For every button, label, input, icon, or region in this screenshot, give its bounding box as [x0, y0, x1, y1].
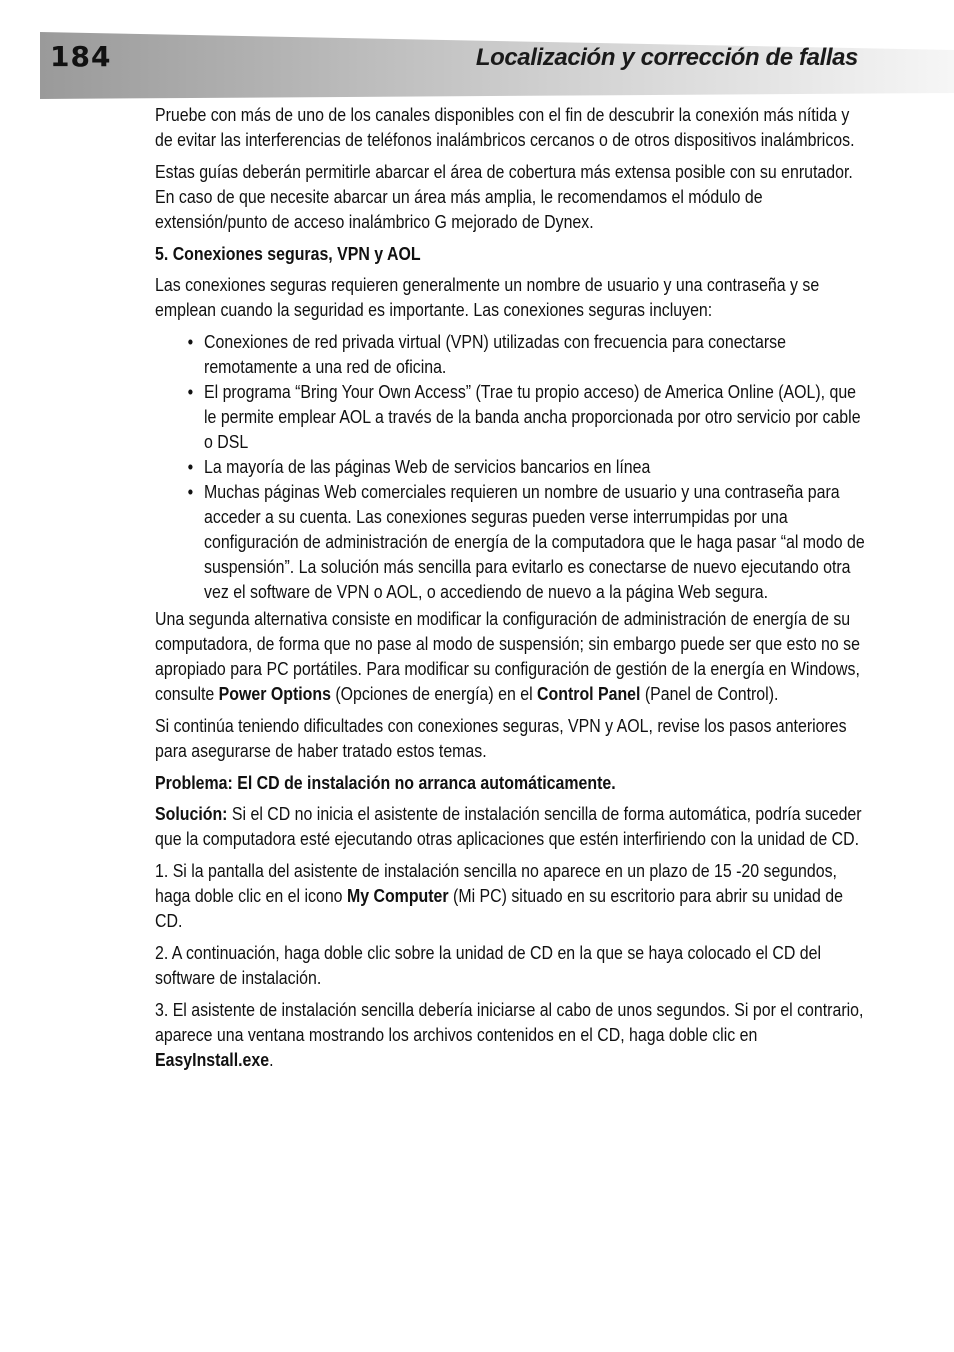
text-run: Si el CD no inicia el asistente de instalación sencilla de forma automática, podría suceder que la computadora esté ejecutando otras aplicaciones que estén interfiriendo con la unidad de CD. — [155, 803, 862, 849]
step-paragraph: 2. A continuación, haga doble clic sobre la unidad de CD en la que se haya colocado el CD del software de instalación. — [155, 942, 822, 988]
paragraph: Pruebe con más de uno de los canales disponibles con el fin de descubrir la conexión más nítida y de evitar las interferencias de teléfonos inalámbricos cercanos o de otros dispositivos inalámbricos. — [155, 104, 855, 150]
list-item — [155, 454, 865, 479]
solution-label: Solución: — [155, 803, 228, 824]
text-run: Una segunda alternativa consiste en modificar la configuración de administración de energía de su computadora, de forma que no pase al modo de suspensión; sin embargo puede ser que esto no se apropiado para PC portátiles. Para modificar su configuración de gestión de la energía en Windows, consulte — [155, 608, 860, 704]
page-number: 184 — [50, 40, 112, 73]
text-run: (Panel de Control). — [640, 683, 779, 704]
text-run: 1. Si la pantalla del asistente de instalación sencilla no aparece en un plazo de 15 -20 segundos, haga doble clic en el icono — [155, 860, 837, 906]
text-run: 3. El asistente de instalación sencilla debería iniciarse al cabo de unos segundos. Si por el contrario, aparece una ventana mostrando los archivos contenidos en el CD, haga doble clic en — [155, 999, 864, 1045]
text-run: . — [269, 1049, 274, 1070]
list-item-text: Conexiones de red privada virtual (VPN) utilizadas con frecuencia para conectarse remotamente a una red de oficina. — [204, 331, 786, 377]
problem-heading: Problema: El CD de instalación no arranca automáticamente. — [155, 772, 616, 793]
running-title: Localización y corrección de fallas — [475, 44, 858, 71]
paragraph — [155, 606, 865, 706]
list-item-text: La mayoría de las páginas Web de servicios bancarios en línea — [204, 456, 651, 477]
bold-term: Control Panel — [537, 683, 641, 704]
bullet-marker: • — [187, 456, 194, 477]
bold-term: My Computer — [346, 885, 449, 906]
bullet-list — [155, 329, 865, 604]
solution-paragraph — [155, 801, 865, 851]
list-item-text: El programa “Bring Your Own Access” (Trae tu propio acceso) de America Online (AOL), que le permite emplear AOL a través de la banda ancha proporcionada por otro servicio por cable o DSL — [204, 381, 861, 452]
step-paragraph — [155, 997, 865, 1072]
bullet-marker: • — [187, 481, 194, 502]
list-item — [155, 329, 865, 379]
list-item — [155, 479, 865, 604]
list-item-text: Muchas páginas Web comerciales requieren un nombre de usuario y una contraseña para acceder a su cuenta. Las conexiones seguras pueden verse interrumpidas por una configuración de administración de energía de la computadora que le haga pasar “al modo de suspensión”. La solución más sencilla para evitarlo es conectarse de nuevo ejecutando otra vez el software de VPN o AOL, o accediendo de nuevo a la página Web segura. — [204, 481, 865, 602]
bold-term: EasyInstall.exe — [155, 1049, 270, 1070]
bullet-marker: • — [187, 381, 194, 402]
list-item — [155, 379, 865, 454]
text-run: (Mi PC) situado en su escritorio para abrir su unidad de CD. — [155, 885, 843, 931]
page-content — [155, 102, 865, 1079]
paragraph: Si continúa teniendo dificultades con conexiones seguras, VPN y AOL, revise los pasos anteriores para asegurarse de haber tratado estos temas. — [155, 715, 847, 761]
bullet-marker: • — [187, 331, 194, 352]
step-paragraph — [155, 858, 865, 933]
paragraph: Las conexiones seguras requieren generalmente un nombre de usuario y una contraseña y se emplean cuando la seguridad es importante. Las conexiones seguras incluyen: — [155, 274, 820, 320]
bold-term: Power Options — [218, 683, 331, 704]
text-run: (Opciones de energía) en el — [330, 683, 538, 704]
section-heading: 5. Conexiones seguras, VPN y AOL — [155, 243, 421, 264]
paragraph: Estas guías deberán permitirle abarcar el área de cobertura más extensa posible con su enrutador. En caso de que necesite abarcar un área más amplia, le recomendamos el módulo de extensión/punto de acceso inalámbrico G mejorado de Dynex. — [155, 161, 853, 232]
